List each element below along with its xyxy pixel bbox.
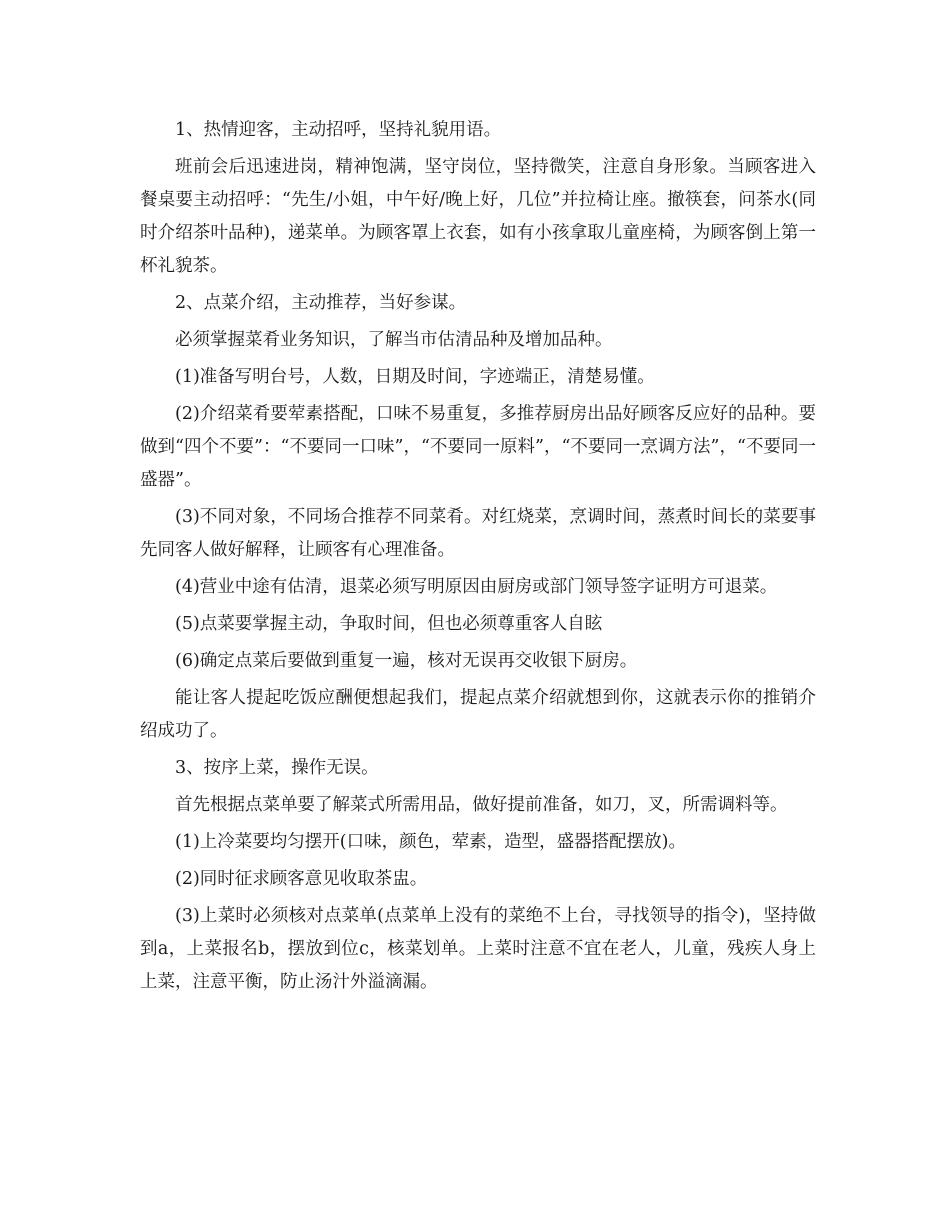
- list-item-5: (5)点菜要掌握主动，争取时间，但也必须尊重客人自眩: [175, 614, 603, 634]
- list-item-serving-3: (3)上菜时必须核对点菜单(点菜单上没有的菜绝不上台，寻找领导的指令)，坚持做到a，上菜报名b，摆放到位c，核菜划单。上菜时注意不宜在老人，儿童，残疾人身上上菜，注意平衡，防止汤汁外溢滴漏。: [140, 906, 816, 992]
- list-item-1: (1)准备写明台号，人数，日期及时间，字迹端正，清楚易懂。: [175, 367, 655, 387]
- paragraph-preparation: 首先根据点菜单要了解菜式所需用品，做好提前准备，如刀，叉，所需调料等。: [175, 795, 788, 815]
- list-item-serving-2: (2)同时征求顾客意见收取茶盅。: [175, 869, 428, 889]
- list-item-4: (4)营业中途有估清，退菜必须写明原因由厨房或部门领导签字证明方可退菜。: [175, 577, 778, 597]
- paragraph-menu-knowledge: 必须掌握菜肴业务知识，了解当市估清品种及增加品种。: [175, 330, 613, 350]
- section-heading-2: 2、点菜介绍，主动推荐，当好参谋。: [175, 293, 467, 313]
- document-body: [140, 114, 816, 1003]
- paragraph-sales-success: 能让客人提起吃饭应酬便想起我们，提起点菜介绍就想到你，这就表示你的推销介绍成功了。: [140, 688, 816, 741]
- paragraph-greeting: 班前会后迅速进岗，精神饱满，坚守岗位，坚持微笑，注意自身形象。当顾客进入餐桌要主动招呼：“先生/小姐，中午好/晚上好，几位”并拉椅让座。撤筷套，问茶水(同时介绍茶叶品种)，递菜单。为顾客罩上衣套，如有小孩拿取儿童座椅，为顾客倒上第一杯礼貌茶。: [140, 157, 816, 276]
- section-heading-1: 1、热情迎客，主动招呼，坚持礼貌用语。: [175, 120, 502, 140]
- list-item-2: (2)介绍菜肴要荤素搭配，口味不易重复，多推荐厨房出品好顾客反应好的品种。要做到“四个不要”：“不要同一口味”，“不要同一原料”，“不要同一烹调方法”，“不要同一盛器”。: [140, 404, 816, 490]
- section-heading-3: 3、按序上菜，操作无误。: [175, 758, 379, 778]
- list-item-serving-1: (1)上冷菜要均匀摆开(口味，颜色，荤素，造型，盛器搭配摆放)。: [175, 832, 686, 852]
- list-item-3: (3)不同对象，不同场合推荐不同菜肴。对红烧菜，烹调时间，蒸煮时间长的菜要事先同客人做好解释，让顾客有心理准备。: [140, 507, 816, 560]
- list-item-6: (6)确定点菜后要做到重复一遍，核对无误再交收银下厨房。: [175, 651, 638, 671]
